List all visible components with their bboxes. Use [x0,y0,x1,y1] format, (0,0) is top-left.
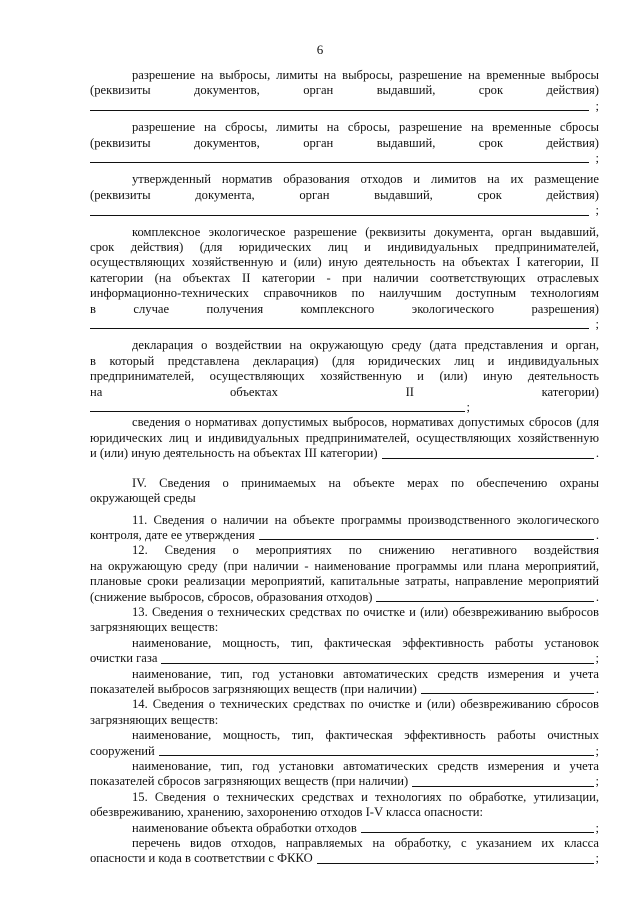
item-14-line-1: 14. Сведения о технических средствах по очистке и (или) обезвреживанию сбросов [132,697,599,712]
declaration-fill-line[interactable]: ; [90,400,470,415]
item-15-line-2: обезвреживанию, хранению, захоронению отходов I-V класса опасности: [90,805,483,820]
item-13-a-line-1: наименование, мощность, тип, фактическая эффективность работы установок [132,635,599,650]
item-12-line-4: (снижение выбросов, сбросов, образования отходов) . [90,589,599,604]
waste-norm-line-2: (реквизиты документа, орган выдавший, срок действия) [90,187,599,202]
normatives-line-3: и (или) иную деятельность на объектах III категории) . [90,446,599,461]
declaration-line-1: декларация о воздействии на окружающую среду (дата представления и орган, [132,338,599,353]
item-15-b-line-2: опасности и кода в соответствии с ФККО ; [90,851,599,866]
normatives-line-2: юридических лиц и индивидуальных предпринимателей, осуществляющих хозяйственную [90,430,599,445]
item-11-fill-line[interactable] [259,538,594,540]
item-11-line-2: контроля, дате ее утверждения . [90,527,599,542]
item-12-line-1: 12. Сведения о мероприятиях по снижению негативного воздействия [132,543,599,558]
item-12-line-2: на окружающую среду (при наличии - наименование программы или плана мероприятий, [90,558,599,573]
complex-permit-line-1: комплексное экологическое разрешение (реквизиты документа, орган выдавший, [132,224,599,239]
complex-permit-line-5: информационно-технических справочников по наилучшим доступным технологиям [90,286,599,301]
emissions-permit-line-1: разрешение на выбросы, лимиты на выбросы, разрешение на временные выбросы [132,68,599,82]
declaration-line-3: предпринимателей, осуществляющих хозяйственную и (или) иную деятельность [90,369,599,384]
item-15-b-fill-line[interactable] [317,862,594,864]
item-11-line-1: 11. Сведения о наличии на объекте программы производственного экологического [132,512,599,527]
item-13-a-line-2: очистки газа ; [90,651,599,666]
item-15 [90,790,599,867]
discharges-permit-line-1: разрешение на сбросы, лимиты на сбросы, разрешение на временные сбросы [132,120,599,135]
item-14-b-line-2: показателей сбросов загрязняющих веществ (при наличии) ; [90,774,599,789]
item-13 [90,605,599,697]
item-13-b-fill-line[interactable] [421,692,594,694]
item-15-b-line-1: перечень видов отходов, направляемых на обработку, с указанием их класса [132,836,599,851]
item-13-line-1: 13. Сведения о технических средствах по очистке и (или) обезвреживанию выбросов [132,604,599,619]
item-14-b-line-1: наименование, тип, год установки автоматических средств измерения и учета [132,759,599,773]
item-15-a-line-1: наименование объекта обработки отходов ; [132,820,599,835]
item-11 [90,513,599,544]
item-14-a-line-2: сооружений ; [90,743,599,758]
declaration-line-4: на объектах II категории) [90,384,599,399]
waste-norm-block [90,172,599,218]
complex-permit-line-3: осуществляющих хозяйственную и (или) иную деятельность на объектах I категории, II [90,255,599,270]
normatives-block [90,415,599,461]
item-14-line-2: загрязняющих веществ: [90,712,219,727]
discharges-permit-fill-line[interactable]: ; [90,151,599,166]
declaration-block [90,338,599,415]
item-13-b-line-1: наименование, тип, год установки автоматических средств измерения и учета [132,666,599,681]
section-iv-line-2: окружающей среды [90,491,196,506]
section-iv-heading [90,476,599,507]
item-12-line-3: плановые сроки реализации мероприятий, капитальные затраты, направление мероприятий [90,574,599,589]
complex-permit-line-6: в случае получения комплексного экологического разрешения) [90,301,599,316]
emissions-permit-fill-line[interactable]: ; [90,99,599,114]
item-13-line-2: загрязняющих веществ: [90,620,219,635]
item-14-a-fill-line[interactable] [159,754,594,756]
emissions-permit-line-2: (реквизиты документов, орган выдавший, срок действия) [90,83,599,98]
waste-norm-fill-line[interactable]: ; [90,203,599,218]
waste-norm-line-1: утвержденный норматив образования отходов и лимитов на их размещение [132,172,599,187]
emissions-permit-block [90,68,599,114]
declaration-line-2: в который представлена декларация) (для юридических лиц и индивидуальных [90,353,599,368]
section-iv-line-1: IV. Сведения о принимаемых на объекте мерах по обеспечению охраны [132,475,599,490]
complex-permit-block [90,225,599,333]
discharges-permit-line-2: (реквизиты документов, орган выдавший, срок действия) [90,135,599,150]
item-14 [90,697,599,789]
item-13-b-line-2: показателей выбросов загрязняющих веществ (при наличии) . [90,681,599,696]
normatives-fill-line[interactable] [382,457,594,459]
item-13-a-fill-line[interactable] [161,662,593,664]
discharges-permit-block [90,120,599,166]
item-14-b-fill-line[interactable] [412,785,593,787]
document-body [90,68,599,867]
complex-permit-fill-line[interactable]: ; [90,317,599,332]
item-15-line-1: 15. Сведения о технических средствах и технологиях по обработке, утилизации, [132,789,599,804]
normatives-line-1: сведения о нормативах допустимых выбросов, нормативах допустимых сбросов (для [132,415,599,430]
item-15-a-fill-line[interactable] [361,831,594,833]
item-12-fill-line[interactable] [376,600,593,602]
complex-permit-line-4: категории (на объектах II категории - при наличии соответствующих отраслевых [90,270,599,285]
page-number: 6 [316,42,324,57]
item-14-a-line-1: наименование, мощность, тип, фактическая эффективность работы очистных [132,728,599,743]
item-12 [90,543,599,605]
complex-permit-line-2: срок действия) (для юридических лиц и индивидуальных предпринимателей, [90,240,599,255]
